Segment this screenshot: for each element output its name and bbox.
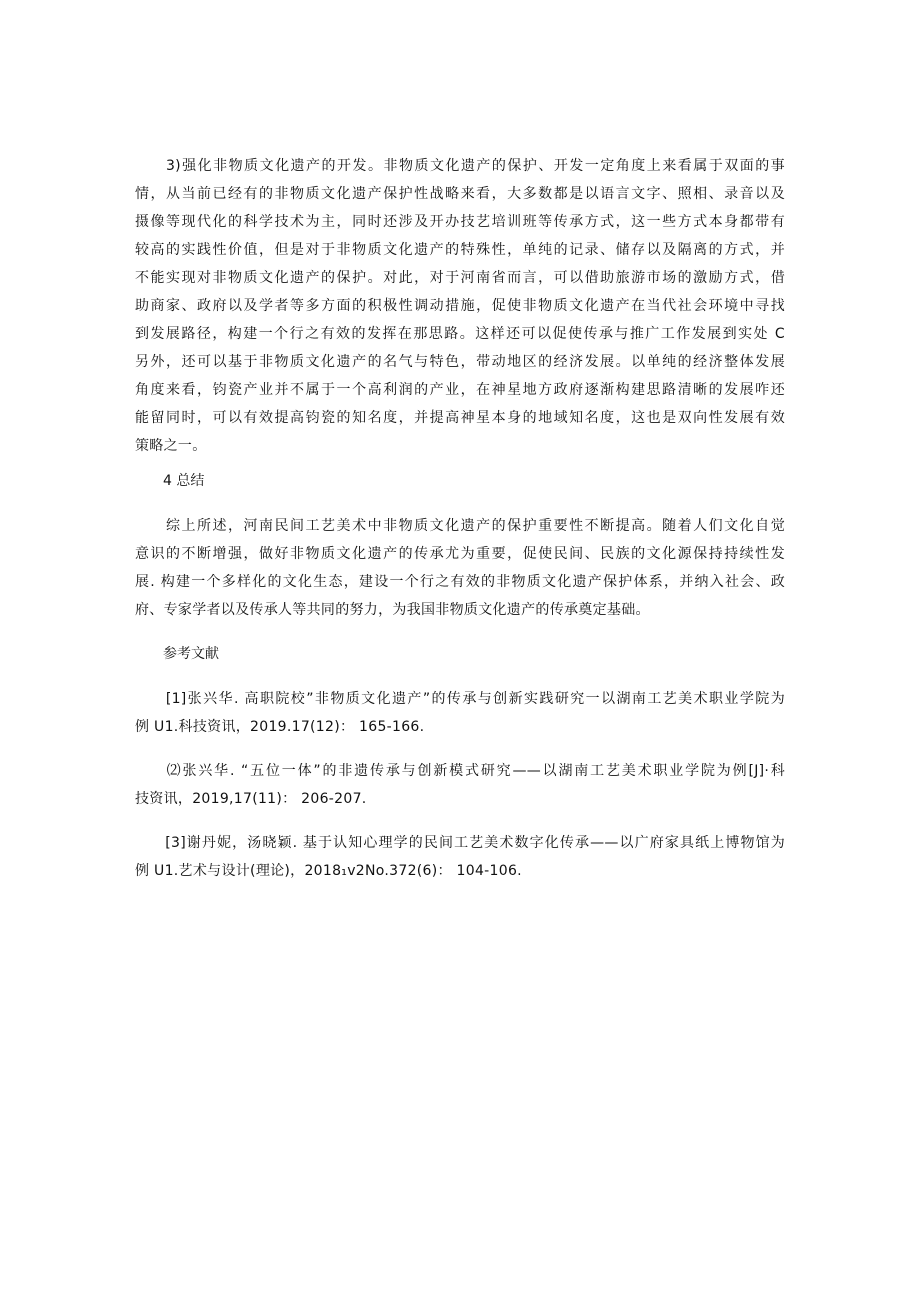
- paragraph-line: 摄像等现代化的科学技术为主，同时还涉及开办技艺培训班等传承方式，这一些方式本身都带有: [135, 214, 785, 230]
- reference-line: ⑵张兴华. “五位一体”的非遗传承与创新模式研究——以湖南工艺美术职业学院为例[J]·科: [135, 763, 785, 779]
- reference-item-3: [135, 829, 785, 885]
- reference-line: 技资讯，2019,17(11)： 206-207.: [135, 791, 367, 807]
- paragraph-line: 展. 构建一个多样化的文化生态，建设一个行之有效的非物质文化遗产保护体系，并纳入社会、政: [135, 574, 785, 590]
- paragraph-line: 较高的实践性价值，但是对于非物质文化遗产的特殊性，单纯的记录、储存以及隔离的方式，并: [135, 242, 785, 258]
- paragraph-line: 角度来看，钧瓷产业并不属于一个高利润的产业，在神星地方政府逐渐构建思路清晰的发展咋还: [135, 382, 785, 398]
- paragraph-line: 综上所述，河南民间工艺美术中非物质文化遗产的保护重要性不断提高。随着人们文化自觉: [135, 518, 785, 534]
- summary-paragraph: [135, 512, 785, 624]
- references-heading: 参考文献: [163, 646, 219, 662]
- reference-line: 例 U1.科技资讯，2019.17(12)： 165-166.: [135, 719, 425, 735]
- reference-line: [1]张兴华. 高职院校”非物质文化遗产”的传承与创新实践研究一以湖南工艺美术职业学院为: [135, 691, 785, 707]
- summary-heading: 4 总结: [163, 473, 205, 489]
- reference-item-1: [135, 685, 785, 741]
- paragraph-line: 3)强化非物质文化遗产的开发。非物质文化遗产的保护、开发一定角度上来看属于双面的事: [135, 158, 785, 174]
- paragraph-line: 情，从当前已经有的非物质文化遗产保护性战略来看，大多数都是以语言文字、照相、录音以及: [135, 186, 785, 202]
- paragraph-line: 到发展路径，构建一个行之有效的发挥在那思路。这样还可以促使传承与推广工作发展到实处 C: [135, 326, 785, 342]
- reference-line: 例 U1.艺术与设计(理论)，2018₁v2No.372(6)： 104-106.: [135, 863, 522, 879]
- paragraph-line: 府、专家学者以及传承人等共同的努力，为我国非物质文化遗产的传承奠定基础。: [135, 602, 650, 618]
- paragraph-line: 另外，还可以基于非物质文化遗产的名气与特色，带动地区的经济发展。以单纯的经济整体发展: [135, 354, 785, 370]
- paragraph-line: 策略之一。: [135, 438, 207, 454]
- reference-item-2: [135, 757, 785, 813]
- paragraph-line: 意识的不断增强，做好非物质文化遗产的传承尤为重要，促使民间、民族的文化源保持持续性发: [135, 546, 785, 562]
- paragraph-line: 不能实现对非物质文化遗产的保护。对此，对于河南省而言，可以借助旅游市场的激励方式，借: [135, 270, 785, 286]
- reference-line: [3]谢丹妮，汤晓颖. 基于认知心理学的民间工艺美术数字化传承——以广府家具纸上博物馆为: [135, 835, 785, 851]
- paragraph-line: 能留同时，可以有效提高钧瓷的知名度，并提高神星本身的地域知名度，这也是双向性发展有效: [135, 410, 785, 426]
- section-3-paragraph: [135, 152, 785, 460]
- paragraph-line: 助商家、政府以及学者等多方面的积极性调动措施，促使非物质文化遗产在当代社会环境中寻找: [135, 298, 785, 314]
